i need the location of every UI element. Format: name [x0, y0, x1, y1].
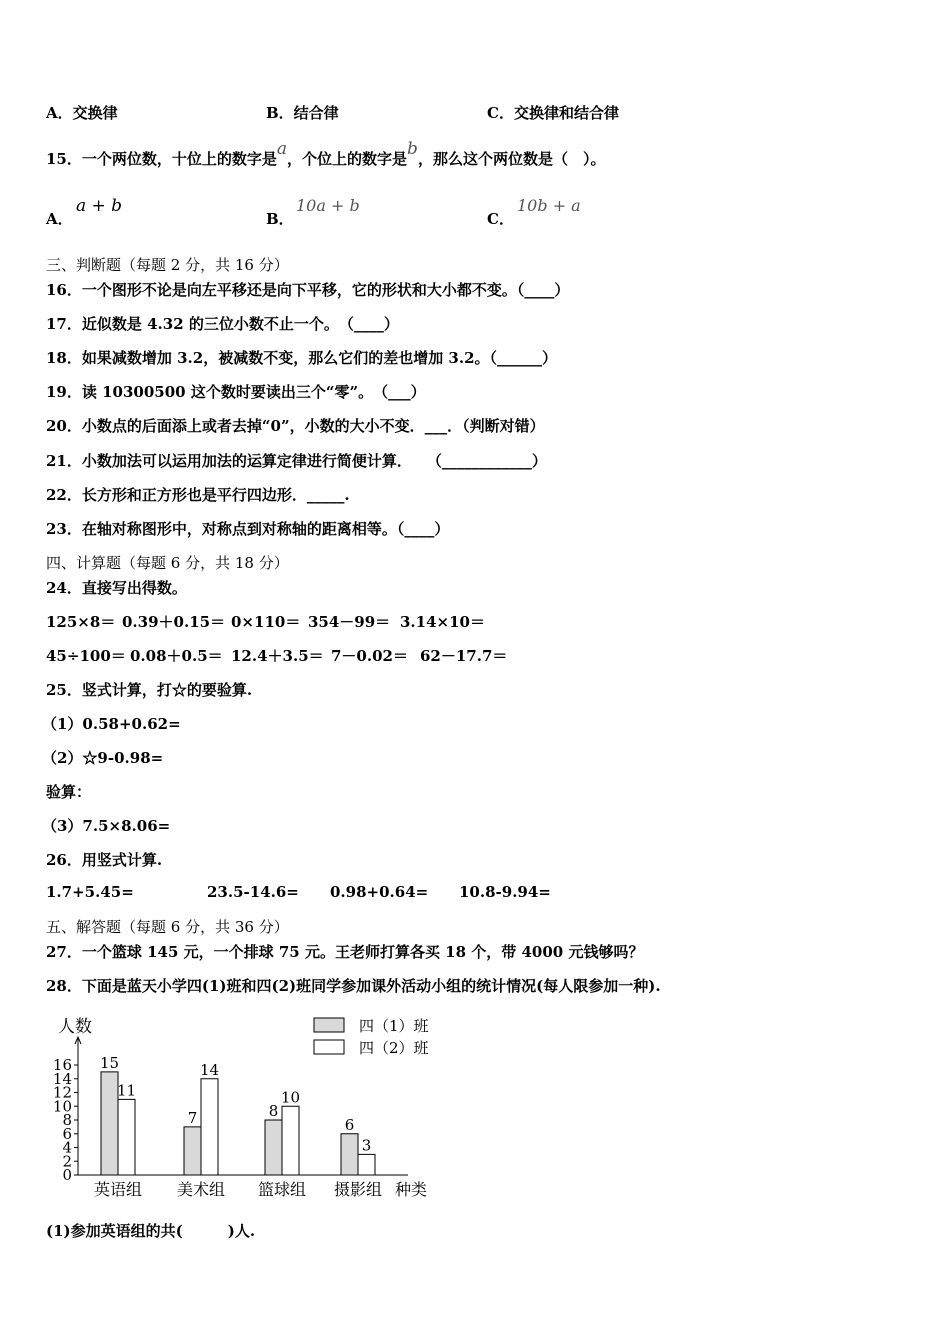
question-26: 26．用竖式计算. [46, 851, 163, 869]
calc-row2-item: 7－0.02＝ [331, 647, 408, 665]
chart-bar [201, 1079, 218, 1175]
chart-data-label: 14 [199, 1060, 220, 1079]
calc-row2-item: 0.08＋0.5＝ [130, 647, 223, 665]
q15-var-a: a [276, 139, 288, 159]
chart-y-tick-label: 4 [62, 1138, 72, 1157]
chart-y-tick-label: 16 [52, 1056, 72, 1074]
chart-bar [101, 1072, 118, 1175]
q26-item: 10.8-9.94= [459, 883, 551, 901]
chart-y-tick-label: 6 [62, 1124, 72, 1143]
chart-bar [118, 1099, 135, 1175]
q14-option-b: B．结合律 [266, 104, 339, 122]
q15-middle: ，个位上的数字是 [287, 150, 408, 168]
chart-data-label: 11 [116, 1081, 137, 1100]
chart-category-label: 美术组 [176, 1180, 226, 1199]
calc-row1-item: 354－99＝ [308, 613, 391, 631]
chart-bar [265, 1120, 282, 1175]
q26-item: 23.5-14.6= [207, 883, 299, 901]
question-27: 27．一个篮球 145 元，一个排球 75 元。王老师打算各买 18 个，带 4000 元钱够吗？ [46, 943, 644, 961]
chart-category-label: 篮球组 [257, 1180, 307, 1199]
chart-data-label: 7 [187, 1108, 198, 1127]
chart-bar [358, 1154, 375, 1175]
chart-x-label: 种类 [395, 1180, 428, 1199]
q15-option-c-label: C． [487, 210, 514, 228]
question-20: 20．小数点的后面添上或者去掉“0”，小数的大小不变．___．（判断对错） [46, 417, 545, 435]
question-23: 23．在轴对称图形中，对称点到对称轴的距离相等。（____） [46, 520, 450, 538]
question-17: 17．近似数是 4.32 的三位小数不止一个。 （____） [46, 315, 399, 333]
chart-y-tick-label: 2 [62, 1152, 72, 1171]
question-25-3: （3）7.5×8.06= [42, 817, 171, 835]
q14-option-c: C．交换律和结合律 [487, 104, 619, 122]
chart-legend-label: 四（2）班 [359, 1039, 429, 1057]
question-21: 21．小数加法可以运用加法的运算定律进行简便计算． （____________） [46, 452, 547, 470]
chart-legend-swatch [314, 1040, 344, 1054]
question-18: 18．如果减数增加 3.2，被减数不变，那么它们的差也增加 3.2。（______） [46, 349, 558, 367]
q15-var-b: b [407, 139, 418, 159]
question-25-2: （2）☆9-0.98= [42, 749, 164, 767]
chart-bar [282, 1106, 299, 1175]
q15-option-a-expr: a + b [76, 196, 123, 216]
question-24: 24．直接写出得数。 [46, 579, 187, 597]
section-3-title: 三、判断题（每题 2 分，共 16 分） [46, 256, 289, 274]
question-28: 28．下面是蓝天小学四(1)班和四(2)班同学参加课外活动小组的统计情况(每人限参加一种). [46, 977, 661, 995]
q15-option-b-expr: 10a + b [296, 196, 360, 215]
chart-data-label: 8 [268, 1102, 279, 1120]
q14-option-a: A．交换律 [46, 104, 118, 122]
question-22: 22．长方形和正方形也是平行四边形．_____. [46, 486, 350, 504]
section-4-title: 四、计算题（每题 6 分，共 18 分） [46, 554, 289, 572]
chart-data-label: 6 [344, 1115, 355, 1134]
chart-y-tick-label: 8 [62, 1111, 72, 1129]
chart-data-label: 15 [99, 1053, 120, 1072]
question-25: 25．竖式计算，打☆的要验算. [46, 681, 253, 699]
chart-y-tick-label: 14 [52, 1069, 72, 1088]
bar-chart [46, 1010, 456, 1205]
chart-y-tick-label: 10 [52, 1097, 72, 1116]
chart-data-label: 10 [280, 1088, 301, 1107]
chart-data-label: 3 [361, 1136, 372, 1155]
calc-row1-item: 125×8＝ [46, 613, 116, 631]
question-25-1: （1）0.58+0.62= [42, 715, 181, 733]
calc-row2-item: 62－17.7＝ [420, 647, 508, 665]
chart-bar [341, 1134, 358, 1175]
q15-option-b-label: B． [266, 210, 294, 228]
question-19: 19．读 10300500 这个数时要读出三个“零”。 （___） [46, 383, 426, 401]
question-28-1: (1)参加英语组的共( )人. [46, 1222, 256, 1240]
calc-row1-item: 0.39＋0.15＝ [122, 613, 226, 631]
question-16: 16．一个图形不论是向左平移还是向下平移，它的形状和大小都不变。（____） [46, 281, 570, 299]
chart-legend-swatch [314, 1018, 344, 1032]
calc-row1-item: 3.14×10＝ [400, 613, 485, 631]
calc-row2-item: 12.4＋3.5＝ [231, 647, 324, 665]
section-5-title: 五、解答题（每题 6 分，共 36 分） [46, 918, 289, 936]
chart-legend-label: 四（1）班 [359, 1017, 429, 1035]
q26-item: 0.98+0.64= [330, 883, 429, 901]
calc-row1-item: 0×110＝ [231, 613, 301, 631]
chart-category-label: 英语组 [93, 1180, 143, 1199]
chart-y-label: 人数 [58, 1017, 92, 1037]
q26-item: 1.7+5.45= [46, 883, 134, 901]
chart-bar [184, 1127, 201, 1175]
question-15 [46, 139, 606, 169]
chart-y-tick-label: 12 [52, 1083, 72, 1102]
calc-row2-item: 45÷100＝ [46, 647, 126, 665]
q15-suffix: ，那么这个两位数是（ ）。 [417, 150, 606, 168]
q15-option-a-label: A． [46, 210, 73, 228]
check-label: 验算： [46, 783, 92, 801]
q15-option-c-expr: 10b + a [517, 196, 581, 215]
chart-category-label: 摄影组 [333, 1180, 383, 1199]
q15-prefix: 15．一个两位数，十位上的数字是 [46, 150, 277, 168]
chart-y-tick-label: 0 [62, 1166, 72, 1184]
